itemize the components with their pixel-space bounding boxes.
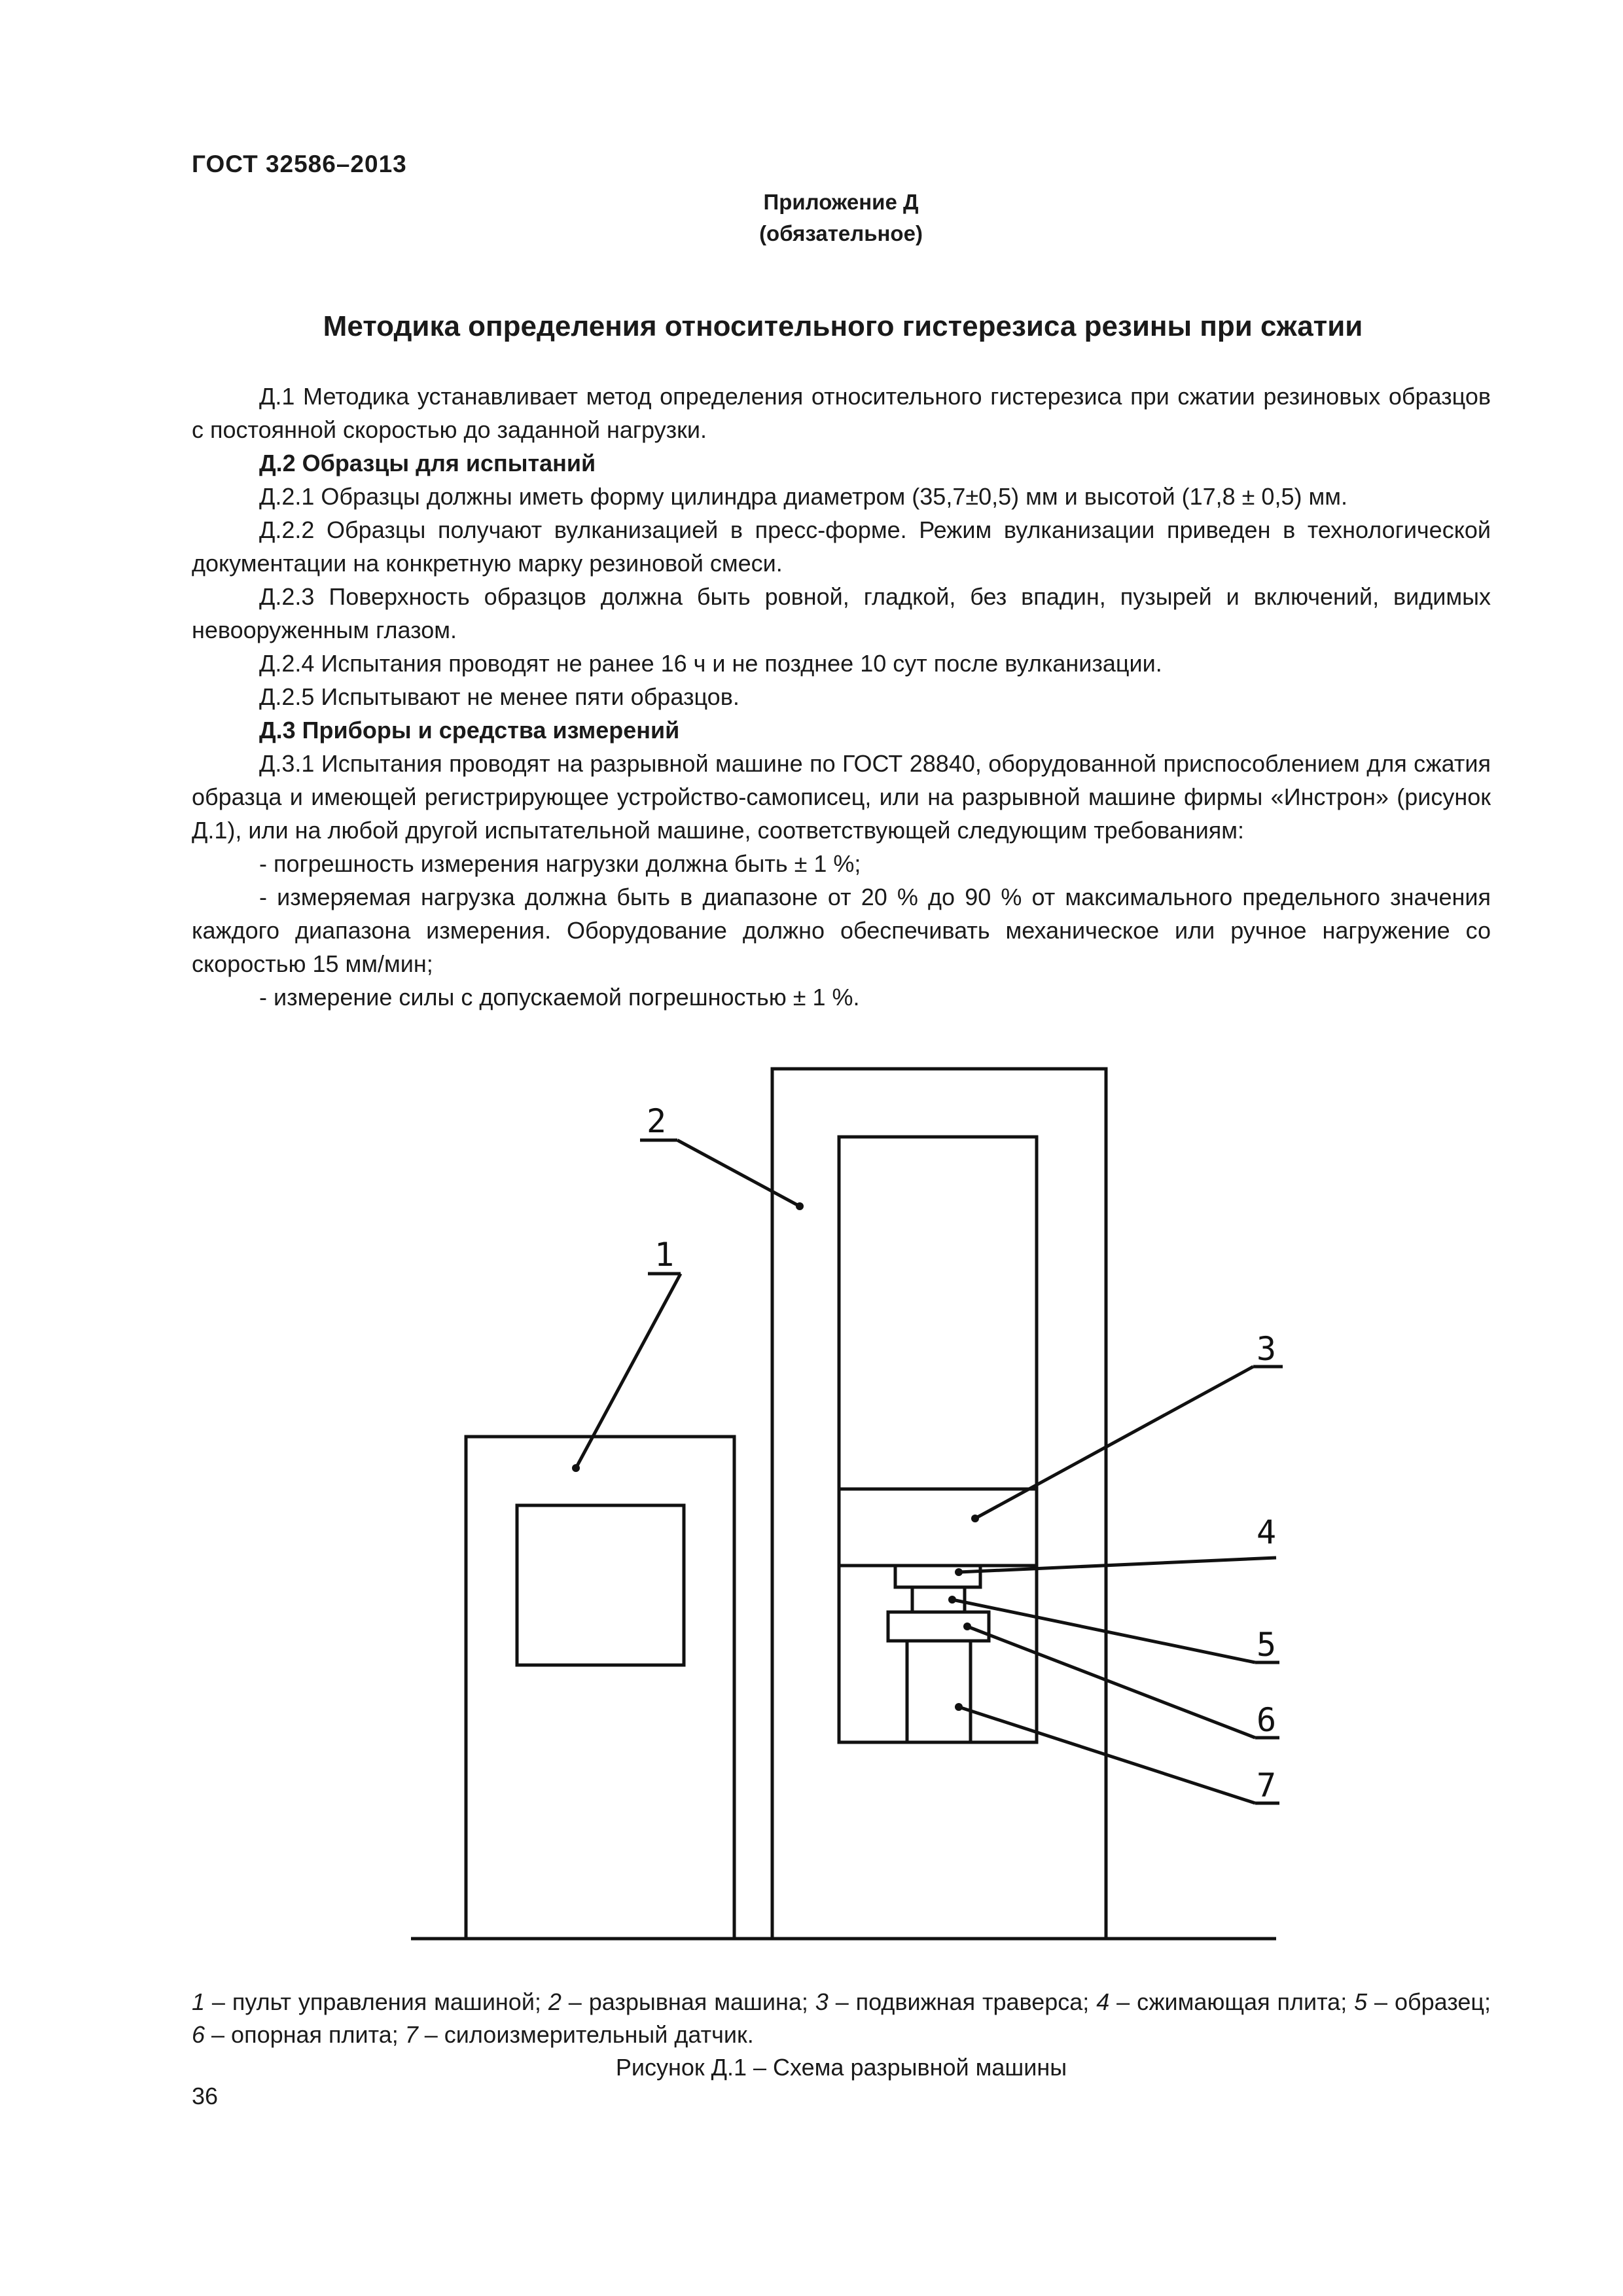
control-console: [466, 1437, 734, 1939]
figure-legend: [192, 1986, 1491, 2051]
figure-title: Рисунок Д.1 – Схема разрывной машины: [615, 2054, 1067, 2081]
paragraph-d2-4: Д.2.4 Испытания проводят не ранее 16 ч и не позднее 10 сут после вулканизации.: [259, 650, 1162, 677]
requirement-item: - измеряемая нагрузка должна быть в диапазоне от 20 % до 90 % от максимального предельного значения каждого диапазона измерения. Оборудование должно обеспечивать механическое или ручное нагружение со скоростью 15 мм/мин;: [192, 884, 1491, 977]
appendix-label: Приложение Д: [763, 190, 919, 214]
page-number: 36: [192, 2083, 219, 2109]
paragraph-d3-1: Д.3.1 Испытания проводят на разрывной машине по ГОСТ 28840, оборудованной приспособлением для сжатия образца и имеющей регистрирующее устройство-самописец, или на разрывной машине фирмы «Инстрон» (рисунок Д.1), или на любой другой испытательной машине, соответствующей следующим требованиям:: [192, 750, 1491, 844]
requirement-item: - измерение силы с допускаемой погрешностью ± 1 %.: [259, 984, 860, 1011]
section-title: Методика определения относительного гистерезиса резины при сжатии: [323, 310, 1363, 342]
console-screen: [517, 1505, 684, 1665]
legend-text: – пульт управления машиной;: [205, 1988, 548, 2015]
label-7: 7: [1257, 1767, 1277, 1804]
label-2: 2: [647, 1102, 667, 1140]
compression-plate: [895, 1566, 980, 1587]
label-5: 5: [1257, 1626, 1277, 1664]
legend-text: – подвижная траверса;: [828, 1988, 1097, 2015]
machine-frame: [772, 1069, 1106, 1939]
legend-number: 1: [192, 1988, 205, 2015]
support-plate: [888, 1612, 989, 1641]
legend-number: 7: [404, 2021, 418, 2048]
label-4: 4: [1257, 1513, 1277, 1551]
subsection-heading-d3: Д.3 Приборы и средства измерений: [259, 717, 680, 744]
paragraph-d2-1: Д.2.1 Образцы должны иметь форму цилиндра диаметром (35,7±0,5) мм и высотой (17,8 ± 0,5) мм.: [259, 483, 1347, 510]
label-3: 3: [1257, 1330, 1277, 1368]
legend-text: – силоизмерительный датчик.: [418, 2021, 754, 2048]
label-6: 6: [1257, 1701, 1277, 1739]
subsection-heading-d2: Д.2 Образцы для испытаний: [259, 450, 596, 476]
legend-number: 5: [1354, 1988, 1368, 2015]
document-header: ГОСТ 32586–2013: [192, 151, 407, 177]
legend-number: 3: [815, 1988, 829, 2015]
legend-text: – образец;: [1367, 1988, 1491, 2015]
paragraph-d1: Д.1 Методика устанавливает метод определения относительного гистерезиса при сжатии резиновых образцов с постоянной скоростью до заданной нагрузки.: [192, 383, 1491, 443]
figure-caption-block: [192, 1986, 1491, 2084]
legend-number: 6: [192, 2021, 205, 2048]
label-1: 1: [654, 1236, 675, 1274]
legend-text: – опорная плита;: [205, 2021, 405, 2048]
legend-number: 2: [548, 1988, 562, 2015]
appendix-status: (обязательное): [759, 221, 923, 245]
paragraph-d2-3: Д.2.3 Поверхность образцов должна быть ровной, гладкой, без впадин, пузырей и включений, видимых невооруженным глазом.: [192, 583, 1491, 643]
legend-text: – сжимающая плита;: [1109, 1988, 1355, 2015]
requirement-item: - погрешность измерения нагрузки должна быть ± 1 %;: [259, 850, 861, 877]
machine-column: [839, 1137, 1037, 1742]
paragraph-d2-2: Д.2.2 Образцы получают вулканизацией в пресс-форме. Режим вулканизации приведен в технологической документации на конкретную марку резиновой смеси.: [192, 516, 1491, 577]
paragraph-d2-5: Д.2.5 Испытывают не менее пяти образцов.: [259, 683, 740, 710]
legend-text: – разрывная машина;: [561, 1988, 815, 2015]
legend-number: 4: [1096, 1988, 1110, 2015]
